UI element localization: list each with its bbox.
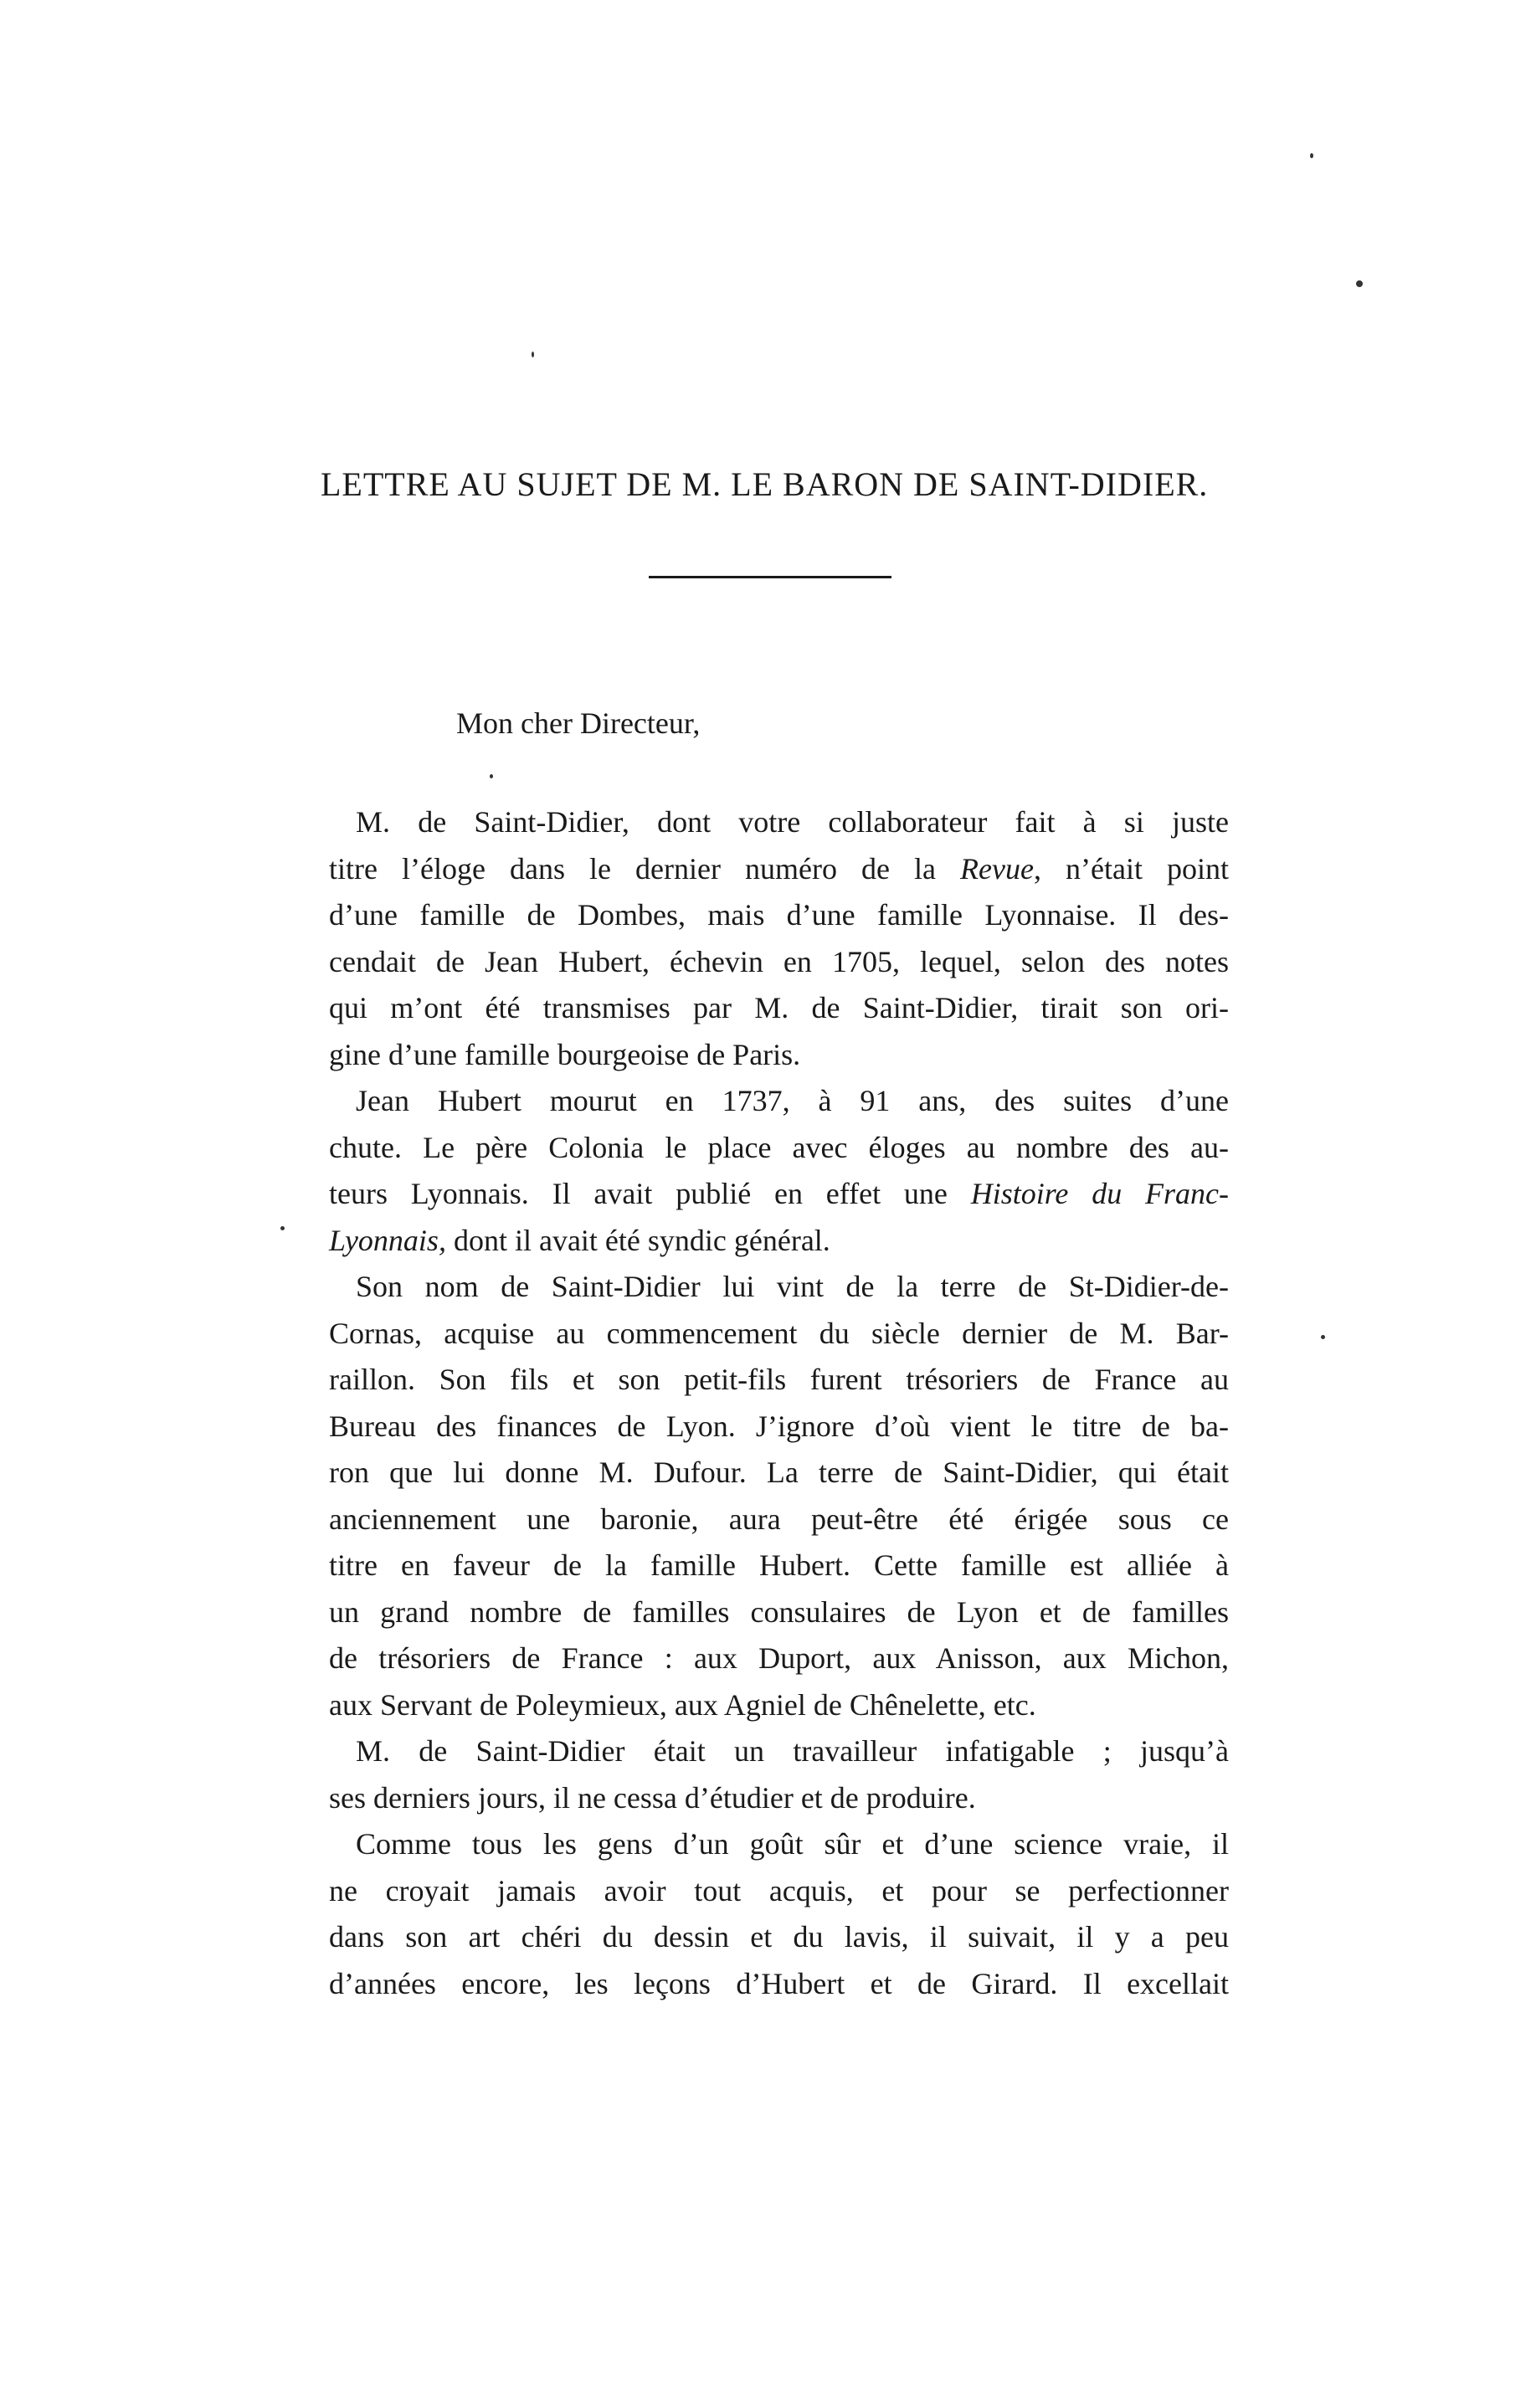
body-line: ne croyait jamais avoir tout acquis, et pour se perfectionner: [329, 1873, 1229, 1907]
body-line: gine d’une famille bourgeoise de Paris.: [329, 1037, 801, 1071]
body-line: teurs Lyonnais. Il avait publié en effet une Histoire du Franc-: [329, 1177, 1229, 1210]
body-line: qui m’ont été transmises par M. de Saint-Didier, tirait son ori-: [329, 991, 1229, 1024]
title-rule: [649, 576, 891, 578]
salutation: Mon cher Directeur,: [456, 706, 701, 740]
page-title: LETTRE AU SUJET DE M. LE BARON DE SAINT-DIDIER.: [321, 465, 1209, 503]
scan-speck: [490, 774, 493, 778]
body-line: Son nom de Saint-Didier lui vint de la terre de St-Didier-de-: [356, 1270, 1229, 1303]
body-line: M. de Saint-Didier était un travailleur infatigable ; jusqu’à: [356, 1734, 1229, 1768]
scan-speck: [532, 352, 534, 357]
body-line: aux Servant de Poleymieux, aux Agniel de Chênelette, etc.: [329, 1687, 1036, 1722]
body-line: ses derniers jours, il ne cessa d’étudier et de produire.: [329, 1780, 976, 1815]
body-line: raillon. Son fils et son petit-fils furent trésoriers de France au: [329, 1363, 1229, 1396]
body-line: d’une famille de Dombes, mais d’une famille Lyonnaise. Il des-: [329, 898, 1229, 932]
body-line: M. de Saint-Didier, dont votre collaborateur fait à si juste: [356, 805, 1229, 839]
body-line: ron que lui donne M. Dufour. La terre de Saint-Didier, qui était: [329, 1456, 1229, 1489]
body-line: anciennement une baronie, aura peut-être été érigée sous ce: [329, 1502, 1229, 1536]
body-line: Comme tous les gens d’un goût sûr et d’une science vraie, il: [356, 1827, 1229, 1861]
body-line: de trésoriers de France : aux Duport, aux Anisson, aux Michon,: [329, 1641, 1229, 1675]
body-line: d’années encore, les leçons d’Hubert et de Girard. Il excellait: [329, 1966, 1229, 2000]
body-line: chute. Le père Colonia le place avec éloges au nombre des au-: [329, 1130, 1229, 1164]
body-line: un grand nombre de familles consulaires de Lyon et de familles: [329, 1594, 1229, 1629]
scan-speck: [1356, 280, 1363, 287]
scan-speck: [1310, 153, 1313, 158]
body-line: Cornas, acquise au commencement du siècle dernier de M. Bar-: [329, 1316, 1229, 1350]
body-line: cendait de Jean Hubert, échevin en 1705, lequel, selon des notes: [329, 944, 1229, 978]
body-line: titre en faveur de la famille Hubert. Cette famille est alliée à: [329, 1548, 1229, 1582]
body-line: Lyonnais, dont il avait été syndic général.: [329, 1223, 830, 1257]
body-line: dans son art chéri du dessin et du lavis, il suivait, il y a peu: [329, 1920, 1229, 1954]
body-line: titre l’éloge dans le dernier numéro de la Revue, n’était point: [329, 851, 1229, 886]
letter-body: [329, 799, 1229, 2007]
scan-speck: [1321, 1335, 1325, 1339]
body-line: Jean Hubert mourut en 1737, à 91 ans, des suites d’une: [356, 1084, 1229, 1117]
body-line: Bureau des finances de Lyon. J’ignore d’où vient le titre de ba-: [329, 1409, 1229, 1443]
scan-speck: [280, 1226, 285, 1230]
